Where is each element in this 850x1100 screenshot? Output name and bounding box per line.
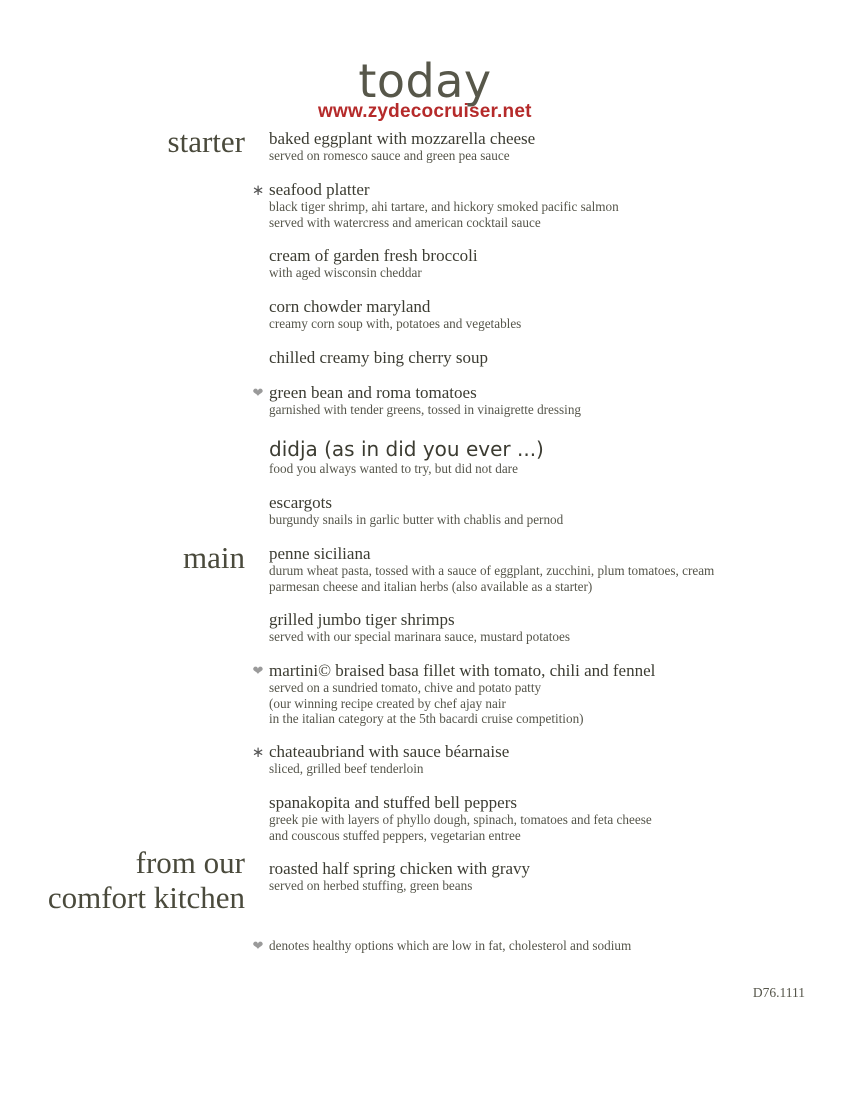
menu-item-chateaubriand [269,742,509,777]
item-desc: in the italian category at the 5th bacardi cruise competition) [269,711,584,726]
item-desc: garnished with tender greens, tossed in vinaigrette dressing [269,402,582,417]
item-desc: served on a sundried tomato, chive and potato patty [269,680,542,695]
item-desc: parmesan cheese and italian herbs (also available as a starter) [269,578,593,594]
item-name: martini© braised basa fillet with tomato, chili and fennel [269,661,656,680]
item-name: baked eggplant with mozzarella cheese [269,129,536,148]
item-desc: served with watercress and american cocktail sauce [269,214,541,230]
menu-item-spanakopita [269,793,652,843]
footnote-text: denotes healthy options which are low in fat, cholesterol and sodium [269,938,632,953]
item-name: roasted half spring chicken with gravy [269,859,531,878]
menu-code: D76.1111 [752,985,805,1000]
section-comfort-line1: from our [135,845,245,880]
item-desc: burgundy snails in garlic butter with chablis and pernod [269,512,564,527]
menu-item-broccoli [269,246,478,281]
section-starter: starter [167,124,245,159]
menu-item-didja [269,437,544,477]
item-name: green bean and roma tomatoes [269,383,477,402]
item-name: grilled jumbo tiger shrimps [269,610,455,629]
menu-item-chicken [269,859,530,894]
menu-item-green-bean [269,383,581,418]
menu-item-escargots [269,493,563,528]
item-name: penne siciliana [269,544,371,563]
item-desc: served with our special marinara sauce, mustard potatoes [269,629,571,644]
section-main: main [183,540,245,575]
menu-item-eggplant [269,129,535,164]
menu-item-basa [269,661,655,727]
menu-item-shrimps [269,610,570,645]
item-desc: served on romesco sauce and green pea sauce [269,148,510,163]
item-desc: served on herbed stuffing, green beans [269,878,473,893]
heart-icon: ❤ [252,664,264,679]
menu-item-chowder [269,297,521,332]
star-marker-icon: ∗ [251,743,265,761]
item-name: spanakopita and stuffed bell peppers [269,793,518,812]
menu-item-cherry-soup [269,348,488,367]
item-desc: food you always wanted to try, but did not dare [269,461,518,476]
item-name: chateaubriand with sauce béarnaise [269,742,510,761]
star-marker-icon: ∗ [251,181,265,199]
item-name: chilled creamy bing cherry soup [269,348,489,367]
section-comfort-line2: comfort kitchen [47,880,245,915]
item-desc: black tiger shrimp, ahi tartare, and hickory smoked pacific salmon [269,199,619,214]
section-comfort-kitchen [48,845,245,915]
item-desc: with aged wisconsin cheddar [269,265,422,280]
menu-item-seafood [269,180,619,230]
item-name: cream of garden fresh broccoli [269,246,478,265]
menu-title: today [358,54,492,108]
item-name: didja (as in did you ever ...) [269,437,544,461]
heart-icon: ❤ [252,386,264,401]
item-desc: durum wheat pasta, tossed with a sauce of eggplant, zucchini, plum tomatoes, cream [269,563,715,578]
item-name: seafood platter [269,180,370,199]
heart-icon: ❤ [252,939,264,954]
item-desc: and couscous stuffed peppers, vegetarian entree [269,827,521,843]
item-name: corn chowder maryland [269,297,431,316]
item-name: escargots [269,493,332,512]
menu-item-penne [269,544,714,594]
item-desc: creamy corn soup with, potatoes and vegetables [269,316,522,331]
item-desc: greek pie with layers of phyllo dough, spinach, tomatoes and feta cheese [269,812,652,827]
item-desc: sliced, grilled beef tenderloin [269,761,424,776]
item-desc: (our winning recipe created by chef ajay nair [269,695,506,711]
watermark: www.zydecocruiser.net [318,101,532,122]
